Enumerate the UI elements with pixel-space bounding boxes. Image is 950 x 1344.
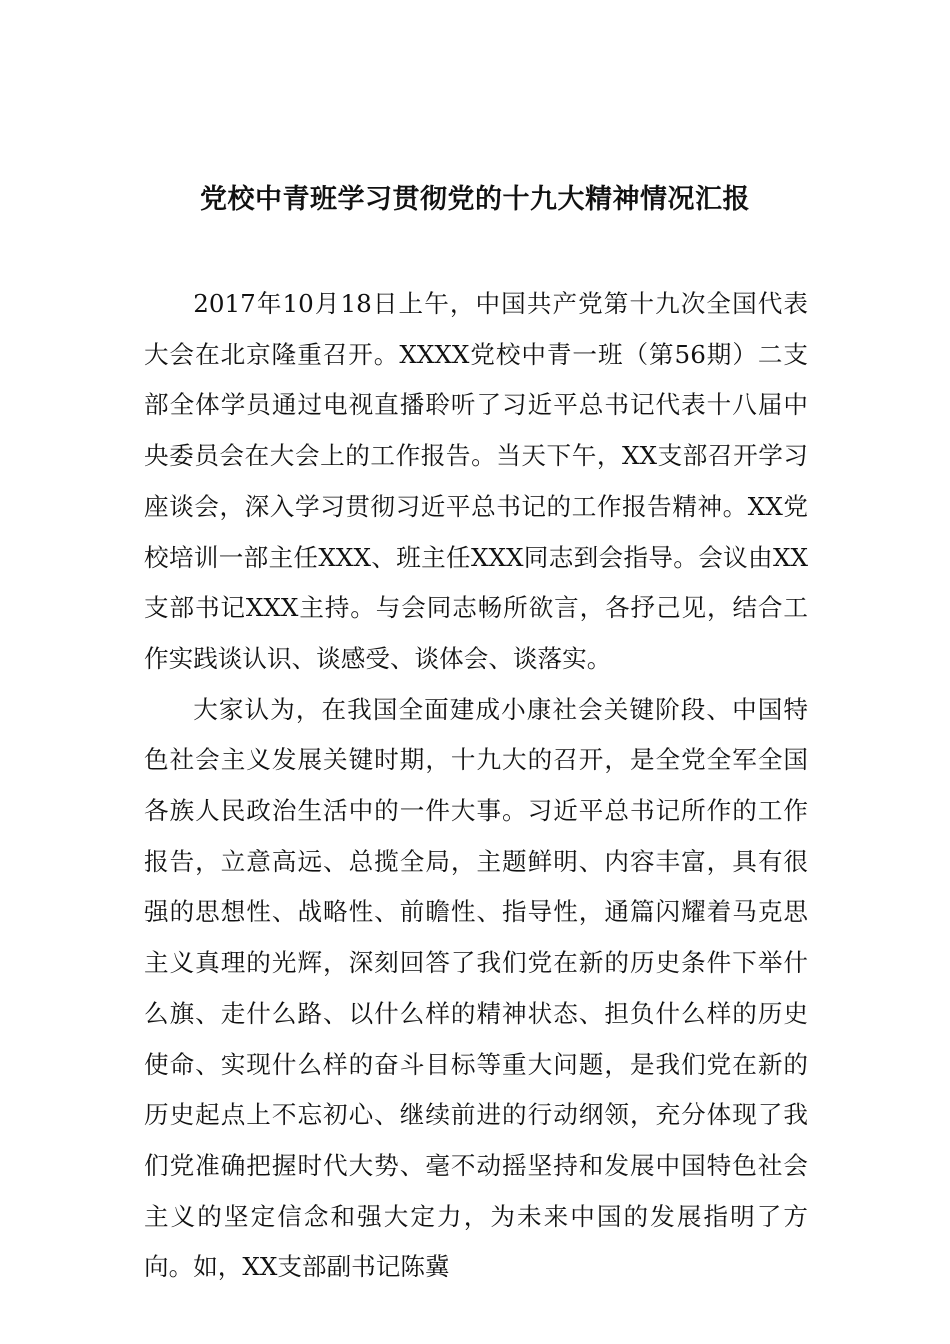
paragraph-1: 2017年10月18日上午，中国共产党第十九次全国代表大会在北京隆重召开。XXXX党校中青一班（第56期）二支部全体学员通过电视直播聆听了习近平总书记代表十八届中央委员会在大会上的工作报告。当天下午，XX支部召开学习座谈会，深入学习贯彻习近平总书记的工作报告精神。XX党校培训一部主任XXX、班主任XXX同志到会指导。会议由XX支部书记XXX主持。与会同志畅所欲言，各抒己见，结合工作实践谈认识、谈感受、谈体会、谈落实。 [144,289,808,673]
document-title: 党校中青班学习贯彻党的十九大精神情况汇报 [200,184,750,215]
document-body [144,279,808,1293]
paragraph-2: 大家认为，在我国全面建成小康社会关键阶段、中国特色社会主义发展关键时期，十九大的召开，是全党全军全国各族人民政治生活中的一件大事。习近平总书记所作的工作报告，立意高远、总揽全局，主题鲜明、内容丰富，具有很强的思想性、战略性、前瞻性、指导性，通篇闪耀着马克思主义真理的光辉，深刻回答了我们党在新的历史条件下举什么旗、走什么路、以什么样的精神状态、担负什么样的历史使命、实现什么样的奋斗目标等重大问题，是我们党在新的历史起点上不忘初心、继续前进的行动纲领，充分体现了我们党准确把握时代大势、毫不动摇坚持和发展中国特色社会主义的坚定信念和强大定力，为未来中国的发展指明了方向。如，XX支部副书记陈冀 [144,694,808,1282]
